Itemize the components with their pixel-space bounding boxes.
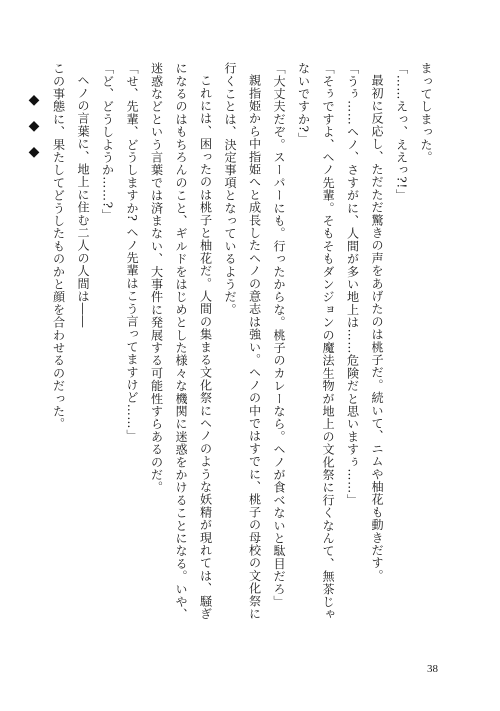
text-line: まってしまった。 bbox=[419, 62, 433, 164]
text-line: 「大丈夫だぞ。スーパーにも。行ったからな。桃子のカレーなら。ヘノが食べないと駄目だろ」 bbox=[272, 62, 286, 609]
page-number: 38 bbox=[427, 663, 438, 675]
text-line: 「そぅですよ、ヘノ先輩。そもそもダンジョンの魔法生物が地上の文化祭に行くなんて、無茶じゃ bbox=[321, 62, 335, 621]
vertical-text-body bbox=[22, 62, 439, 621]
text-line: 最初に反応し、ただただ驚きの声をあげたのは桃子だ。続いて、ニムや柚花も動きだす。 bbox=[370, 74, 384, 583]
text-line: ヘノの言葉に、地上に住む二人の人間は―― bbox=[76, 74, 90, 329]
text-line: 「うぅ……ヘノ、さすがに、人間が多い地上は……危険だと思いますぅ……」 bbox=[345, 62, 360, 507]
text-line: これには、困ったのは桃子と柚花だ。人間の集まる文化祭にヘノのような妖精が現れては、騒ぎ bbox=[198, 74, 213, 621]
section-break-diamonds: ◆◆◆ bbox=[26, 92, 42, 170]
text-line: になるのはもちろんのこと、ギルドをはじめとした様々な機関に迷惑をかけることになる。いや、 bbox=[174, 62, 188, 621]
text-line: 「……えっ、ええっ?!」 bbox=[394, 62, 409, 202]
text-line: 「せ、先輩、どうしますか? ヘノ先輩はこう言ってますけど……」 bbox=[125, 62, 139, 442]
text-line: 迷惑などという言葉では済まない、大事件に発展する可能性すらあるのだ。 bbox=[149, 62, 164, 494]
text-line: 行くことは、決定事項となっているようだ。 bbox=[223, 62, 237, 316]
text-line: この事態に、果たしてどうしたものかと顔を合わせるのだった。 bbox=[51, 62, 66, 431]
text-line: ないですか?」 bbox=[296, 62, 311, 146]
text-line: 「ど、どうしようか……?」 bbox=[100, 62, 115, 222]
text-line: 親指姫から中指姫へと成長したヘノの意志は強い。ヘノの中ではすでに、桃子の母校の文化祭に bbox=[247, 74, 262, 621]
